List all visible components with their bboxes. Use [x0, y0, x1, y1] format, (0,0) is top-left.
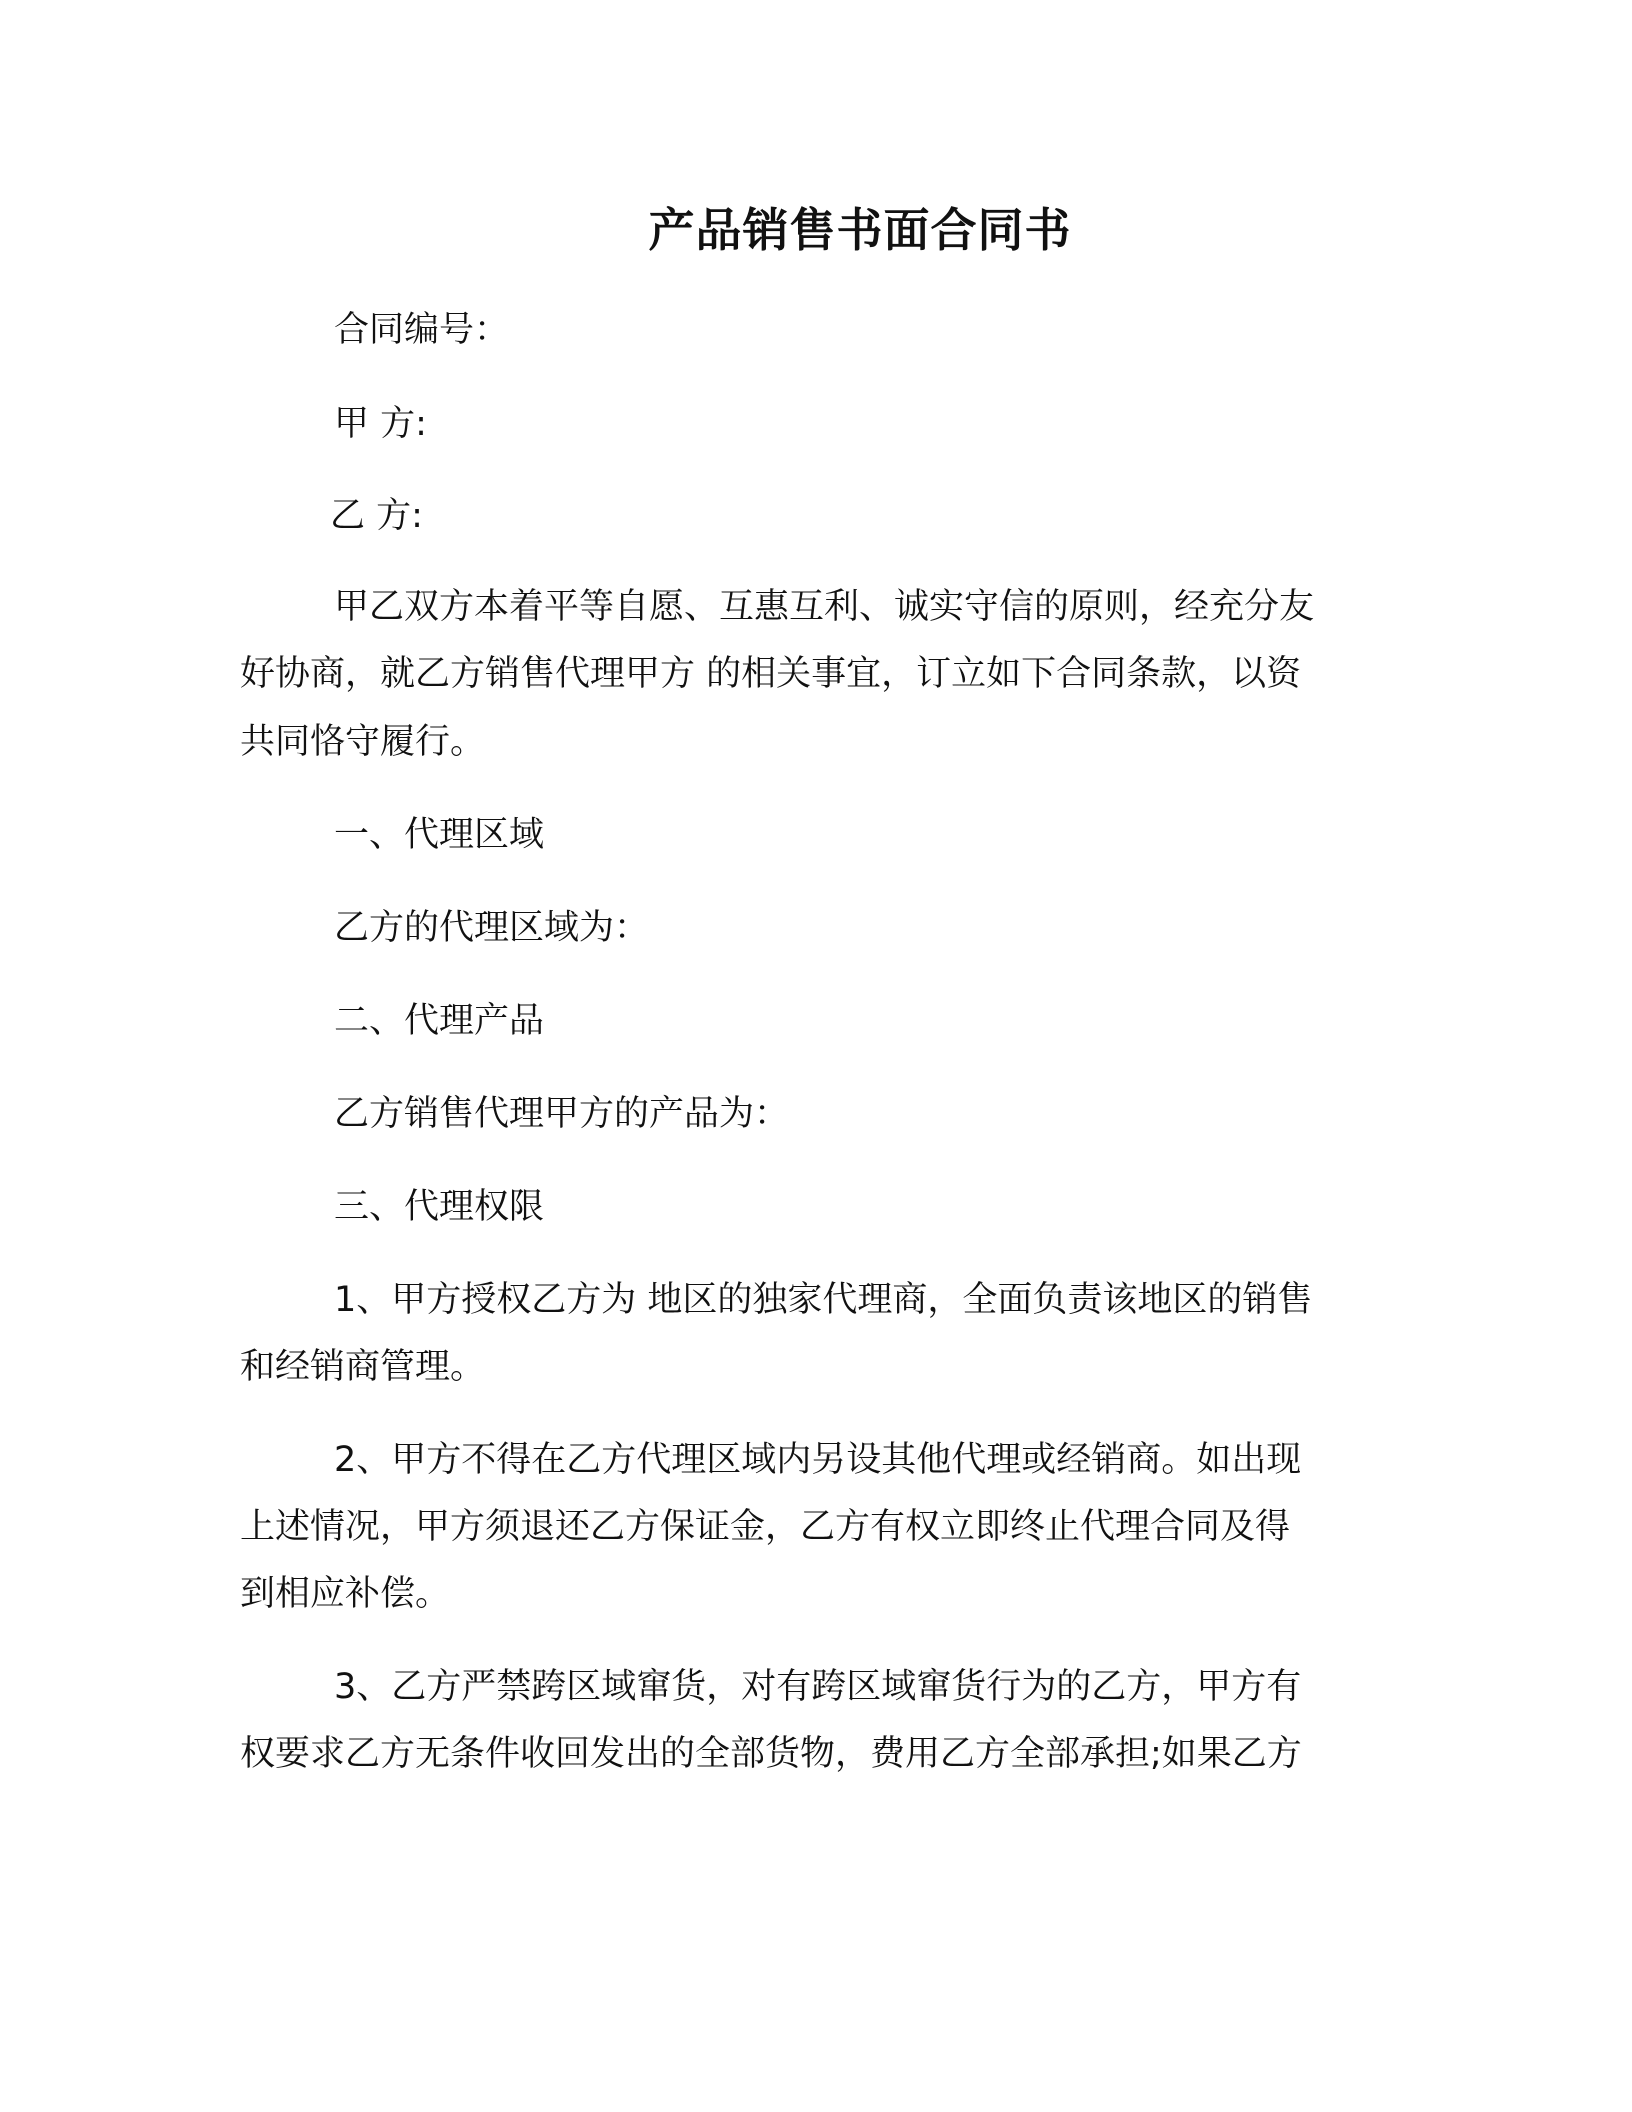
clause-1-line: 1、甲方授权乙方为 地区的独家代理商，全面负责该地区的销售: [334, 1280, 1313, 1320]
intro-line: 好协商，就乙方销售代理甲方 的相关事宜，订立如下合同条款，以资: [240, 654, 1302, 694]
clause-2-line: 上述情况，甲方须退还乙方保证金，乙方有权立即终止代理合同及得: [240, 1507, 1291, 1547]
section-2-heading: 二、代理产品: [334, 1001, 545, 1041]
contract-number-field: 合同编号：: [334, 310, 510, 350]
clause-3-line: 3、乙方严禁跨区域窜货，对有跨区域窜货行为的乙方，甲方有: [334, 1667, 1302, 1707]
section-1-body: 乙方的代理区域为：: [334, 908, 650, 948]
page-title: 产品销售书面合同书: [648, 203, 1072, 257]
clause-2-line: 到相应补偿。: [240, 1574, 451, 1614]
intro-line: 甲乙双方本着平等自愿、互惠互利、诚实守信的原则，经充分友: [334, 587, 1315, 627]
party-b-field: 乙 方:: [330, 496, 423, 536]
party-a-field: 甲 方:: [334, 404, 427, 444]
section-1-heading: 一、代理区域: [334, 815, 545, 855]
intro-line: 共同恪守履行。: [240, 722, 486, 762]
clause-1-line: 和经销商管理。: [240, 1347, 486, 1387]
section-2-body: 乙方销售代理甲方的产品为：: [334, 1094, 790, 1134]
clause-3-line: 权要求乙方无条件收回发出的全部货物，费用乙方全部承担;如果乙方: [240, 1734, 1302, 1774]
section-3-heading: 三、代理权限: [334, 1187, 545, 1227]
clause-2-line: 2、甲方不得在乙方代理区域内另设其他代理或经销商。如出现: [334, 1440, 1302, 1480]
